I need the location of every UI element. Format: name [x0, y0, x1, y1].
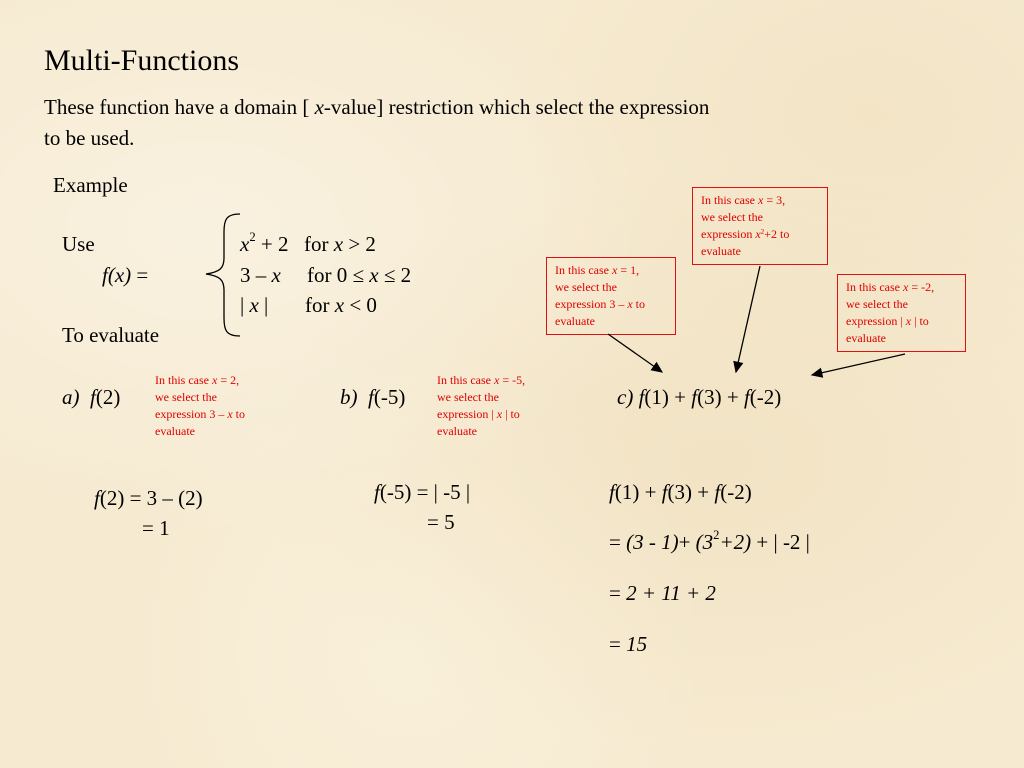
solution-b-line-2: = 5 [427, 510, 455, 534]
piece-2-expr: 3 – x [240, 263, 281, 287]
solution-c-line-3: = 2 + 11 + 2 [609, 581, 716, 605]
arrow-to-f3 [736, 266, 760, 372]
arrow-to-fm2 [812, 354, 905, 375]
note-problem-a: In this case x = 2, we select the expression 3 – x to evaluate [155, 373, 245, 438]
note-box-x3: In this case x = 3, we select the expression $x^2+2$ to evaluate [692, 187, 828, 265]
fx-label: f(x) = [102, 263, 149, 287]
note-box-xm2: In this case x = -2, we select the expression | x | to evaluate [837, 274, 966, 352]
piece-1-expr: $x^2 + 2$ [240, 230, 289, 256]
solution-a-line-1: f(2) = 3 – (2) [94, 486, 203, 510]
slide-title: Multi-Functions [44, 44, 240, 77]
arrow-to-f1 [608, 334, 662, 372]
problem-c: c) f(1) + f(3) + f(-2) [617, 385, 782, 409]
to-evaluate-label: To evaluate [62, 323, 160, 347]
use-label: Use [62, 232, 95, 256]
piece-3-cond: for x < 0 [305, 293, 377, 317]
note-problem-b: In this case x = -5, we select the expression | x | to evaluate [437, 373, 526, 438]
example-label: Example [53, 173, 128, 197]
piece-3-expr: | x | [240, 293, 269, 317]
solution-b-line-1: f(-5) = | -5 | [374, 480, 471, 504]
solution-a-line-2: = 1 [142, 516, 170, 540]
piece-1-cond: for x > 2 [304, 232, 376, 256]
intro-line-1: These function have a domain [ x-value] restriction which select the expression [44, 95, 710, 119]
note-box-x1: In this case x = 1, we select the expression 3 – x to evaluate [546, 257, 676, 335]
solution-c-line-1: f(1) + f(3) + f(-2) [609, 480, 752, 504]
problem-a: a) f(2) [62, 385, 121, 409]
problem-b: b) f(-5) [340, 385, 406, 409]
intro-line-2: to be used. [44, 126, 135, 150]
solution-c-line-2: = $(3 - 1)+ (3^2+2)$ + | -2 | [609, 528, 810, 554]
piece-2-cond: for 0 ≤ x ≤ 2 [307, 263, 412, 287]
solution-c-line-4: = 15 [609, 632, 648, 656]
